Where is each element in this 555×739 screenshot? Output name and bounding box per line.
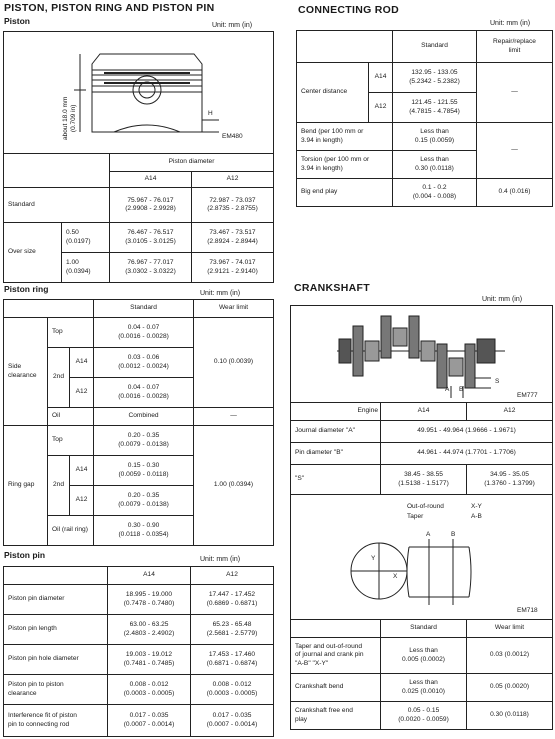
ring-gap-label: Ring gap bbox=[4, 426, 48, 546]
crankshaft-drawing bbox=[291, 306, 551, 402]
pin-row-a12: 17.453 - 17.460 (0.6871 - 0.6874) bbox=[191, 645, 274, 675]
fig2-b-label: B bbox=[451, 531, 456, 538]
piston-os2-a12: 73.967 - 74.017 (2.9121 - 2.9140) bbox=[192, 253, 274, 283]
piston-standard-a14: 75.967 - 76.017 (2.9908 - 2.9928) bbox=[110, 188, 192, 223]
ring-col-standard: Standard bbox=[94, 300, 194, 318]
s-label: "S" bbox=[291, 465, 381, 495]
sc-oil-value: Combined bbox=[94, 408, 194, 426]
rg-2nd-a12-label: A12 bbox=[70, 486, 94, 516]
sc-top-value: 0.04 - 0.07 (0.0016 - 0.0028) bbox=[94, 318, 194, 348]
piston-standard-label: Standard bbox=[4, 188, 110, 223]
pin-col-a14: A14 bbox=[108, 567, 191, 585]
cd-a14-label: A14 bbox=[369, 63, 393, 93]
piston-col-a12: A12 bbox=[192, 172, 274, 188]
big-end-play-limit: 0.4 (0.016) bbox=[477, 179, 553, 207]
connecting-rod-unit: Unit: mm (in) bbox=[490, 20, 531, 27]
sc-top-label: Top bbox=[48, 318, 94, 348]
engine-label: Engine bbox=[291, 403, 381, 421]
pin-row-label: Piston pin hole diameter bbox=[4, 645, 108, 675]
fig2-oor-label: Out-of-round bbox=[407, 503, 444, 510]
s-a12-value: 34.95 - 35.05 (1.3760 - 1.3799) bbox=[467, 465, 553, 495]
cd-a14-value: 132.95 - 133.05 (5.2342 - 5.2382) bbox=[393, 63, 477, 93]
crankshaft-title: CRANKSHAFT bbox=[294, 282, 370, 294]
crank-fig-b: B bbox=[459, 386, 464, 393]
rod-bend-torsion-limit: — bbox=[477, 123, 553, 179]
connecting-rod-title: CONNECTING ROD bbox=[298, 4, 400, 16]
piston-h-label: H bbox=[208, 110, 213, 117]
sc-2nd-a14-label: A14 bbox=[70, 348, 94, 378]
piston-dimension-label: about 18.0 mm (0.709 in) bbox=[62, 96, 78, 140]
side-clearance-label: Side clearance bbox=[4, 318, 48, 426]
crank-col-a14: A14 bbox=[381, 403, 467, 421]
cd-limit: — bbox=[477, 63, 553, 123]
piston-standard-a12: 72.987 - 73.037 (2.8735 - 2.8755) bbox=[192, 188, 274, 223]
piston-ring-unit: Unit: mm (in) bbox=[200, 290, 241, 297]
pin-row-a14: 19.003 - 19.012 (0.7481 - 0.7485) bbox=[108, 645, 191, 675]
piston-ring-table bbox=[3, 299, 274, 546]
rg-wear-limit: 1.00 (0.0394) bbox=[194, 426, 274, 546]
rg-top-label: Top bbox=[48, 426, 94, 456]
piston-ring-subtitle: Piston ring bbox=[4, 284, 49, 294]
center-distance-label: Center distance bbox=[297, 63, 369, 123]
pin-row-a14: 18.995 - 19.000 (0.7478 - 0.7480) bbox=[108, 585, 191, 615]
crankshaft-end-play-std: 0.05 - 0.15 (0.0020 - 0.0059) bbox=[381, 702, 467, 730]
crankshaft-bend-wear: 0.05 (0.0020) bbox=[467, 674, 553, 702]
pin-row-a14: 63.00 - 63.25 (2.4803 - 2.4902) bbox=[108, 615, 191, 645]
fig2-oor-value: X-Y bbox=[471, 503, 482, 510]
pin-row-a12: 0.008 - 0.012 (0.0003 - 0.0005) bbox=[191, 675, 274, 705]
piston-pin-subtitle: Piston pin bbox=[4, 550, 46, 560]
sc-2nd-a12-label: A12 bbox=[70, 378, 94, 408]
pin-row-label: Piston pin to piston clearance bbox=[4, 675, 108, 705]
crank-col-standard: Standard bbox=[381, 620, 467, 638]
piston-subtitle: Piston bbox=[4, 16, 30, 26]
pin-row-a12: 0.017 - 0.035 (0.0007 - 0.0014) bbox=[191, 705, 274, 737]
crankshaft-bend-label: Crankshaft bend bbox=[291, 674, 381, 702]
rod-torsion-label: Torsion (per 100 mm or 3.94 in length) bbox=[297, 151, 393, 179]
connecting-rod-table bbox=[296, 30, 553, 207]
pin-row-a14: 0.017 - 0.035 (0.0007 - 0.0014) bbox=[108, 705, 191, 737]
rod-torsion-std: Less than 0.30 (0.0118) bbox=[393, 151, 477, 179]
taper-oor-wear: 0.03 (0.0012) bbox=[467, 638, 553, 674]
crank-col-wear: Wear limit bbox=[467, 620, 553, 638]
rg-oil-value: 0.30 - 0.90 (0.0118 - 0.0354) bbox=[94, 516, 194, 546]
sc-2nd-label: 2nd bbox=[48, 348, 70, 408]
rg-2nd-a14-value: 0.15 - 0.30 (0.0059 - 0.0118) bbox=[94, 456, 194, 486]
fig2-taper-label: Taper bbox=[407, 513, 424, 520]
piston-figure bbox=[4, 32, 274, 154]
piston-os2-a14: 76.967 - 77.017 (3.0302 - 3.0322) bbox=[110, 253, 192, 283]
cd-a12-value: 121.45 - 121.55 (4.7815 - 4.7854) bbox=[393, 93, 477, 123]
piston-os1-size: 0.50 (0.0197) bbox=[62, 223, 110, 253]
s-a14-value: 38.45 - 38.55 (1.5138 - 1.5177) bbox=[381, 465, 467, 495]
pin-row-a12: 65.23 - 65.48 (2.5681 - 2.5779) bbox=[191, 615, 274, 645]
rg-2nd-a12-value: 0.20 - 0.35 (0.0079 - 0.0138) bbox=[94, 486, 194, 516]
taper-oor-label: Taper and out-of-round of journal and crank pin "A-B" "X-Y" bbox=[291, 638, 381, 674]
pin-diameter-label: Pin diameter "B" bbox=[291, 443, 381, 465]
piston-table bbox=[3, 31, 274, 283]
fig2-code: EM718 bbox=[517, 607, 538, 614]
fig2-y-label: Y bbox=[371, 555, 376, 562]
sc-wear-limit: 0.10 (0.0039) bbox=[194, 318, 274, 408]
rg-oil-rail-label: Oil (rail ring) bbox=[48, 516, 94, 546]
piston-diameter-header: Piston diameter bbox=[110, 154, 274, 172]
rg-2nd-a14-label: A14 bbox=[70, 456, 94, 486]
crankshaft-end-play-wear: 0.30 (0.0118) bbox=[467, 702, 553, 730]
pin-row-label: Interference fit of piston pin to connecting rod bbox=[4, 705, 108, 737]
big-end-play-label: Big end play bbox=[297, 179, 393, 207]
taper-oor-std: Less than 0.005 (0.0002) bbox=[381, 638, 467, 674]
fig2-taper-value: A-B bbox=[471, 513, 482, 520]
journal-diameter-label: Journal diameter "A" bbox=[291, 421, 381, 443]
cd-a12-label: A12 bbox=[369, 93, 393, 123]
rg-top-value: 0.20 - 0.35 (0.0079 - 0.0138) bbox=[94, 426, 194, 456]
crank-col-a12: A12 bbox=[467, 403, 553, 421]
pin-row-a14: 0.008 - 0.012 (0.0003 - 0.0005) bbox=[108, 675, 191, 705]
piston-section-title: PISTON, PISTON RING AND PISTON PIN bbox=[4, 2, 215, 14]
journal-diameter-value: 49.951 - 49.964 (1.9666 - 1.9671) bbox=[381, 421, 553, 443]
crank-fig-a: A bbox=[445, 386, 450, 393]
crankshaft-unit: Unit: mm (in) bbox=[482, 296, 523, 303]
piston-col-a14: A14 bbox=[110, 172, 192, 188]
crankshaft-figure bbox=[291, 306, 553, 403]
crankshaft-bend-std: Less than 0.025 (0.0010) bbox=[381, 674, 467, 702]
piston-oversize-label: Over size bbox=[4, 223, 62, 283]
crankshaft-table bbox=[290, 305, 553, 730]
piston-figure-code: EM480 bbox=[222, 133, 243, 140]
rod-bend-label: Bend (per 100 mm or 3.94 in length) bbox=[297, 123, 393, 151]
sc-oil-label: Oil bbox=[48, 408, 94, 426]
pin-row-label: Piston pin diameter bbox=[4, 585, 108, 615]
piston-os2-size: 1.00 (0.0394) bbox=[62, 253, 110, 283]
piston-os1-a12: 73.467 - 73.517 (2.8924 - 2.8944) bbox=[192, 223, 274, 253]
piston-pin-table bbox=[3, 566, 274, 737]
pin-row-a12: 17.447 - 17.452 (0.6869 - 0.6871) bbox=[191, 585, 274, 615]
piston-os1-a14: 76.467 - 76.517 (3.0105 - 3.0125) bbox=[110, 223, 192, 253]
sc-2nd-a12-value: 0.04 - 0.07 (0.0016 - 0.0028) bbox=[94, 378, 194, 408]
rod-col-standard: Standard bbox=[393, 31, 477, 63]
pin-row-label: Piston pin length bbox=[4, 615, 108, 645]
crankshaft-figure-code: EM777 bbox=[517, 392, 538, 399]
rod-bend-std: Less than 0.15 (0.0059) bbox=[393, 123, 477, 151]
ring-col-wear: Wear limit bbox=[194, 300, 274, 318]
big-end-play-std: 0.1 - 0.2 (0.004 - 0.008) bbox=[393, 179, 477, 207]
rg-2nd-label: 2nd bbox=[48, 456, 70, 516]
crank-fig-s: S bbox=[495, 378, 500, 385]
fig2-x-label: X bbox=[393, 573, 398, 580]
journal-measure-figure bbox=[291, 495, 553, 620]
piston-pin-unit: Unit: mm (in) bbox=[200, 556, 241, 563]
pin-col-a12: A12 bbox=[191, 567, 274, 585]
rod-col-limit: Repair/replace limit bbox=[477, 31, 553, 63]
sc-oil-wear: — bbox=[194, 408, 274, 426]
sc-2nd-a14-value: 0.03 - 0.06 (0.0012 - 0.0024) bbox=[94, 348, 194, 378]
piston-unit: Unit: mm (in) bbox=[212, 22, 253, 29]
fig2-a-label: A bbox=[426, 531, 431, 538]
crankshaft-end-play-label: Crankshaft free end play bbox=[291, 702, 381, 730]
pin-diameter-value: 44.961 - 44.974 (1.7701 - 1.7706) bbox=[381, 443, 553, 465]
